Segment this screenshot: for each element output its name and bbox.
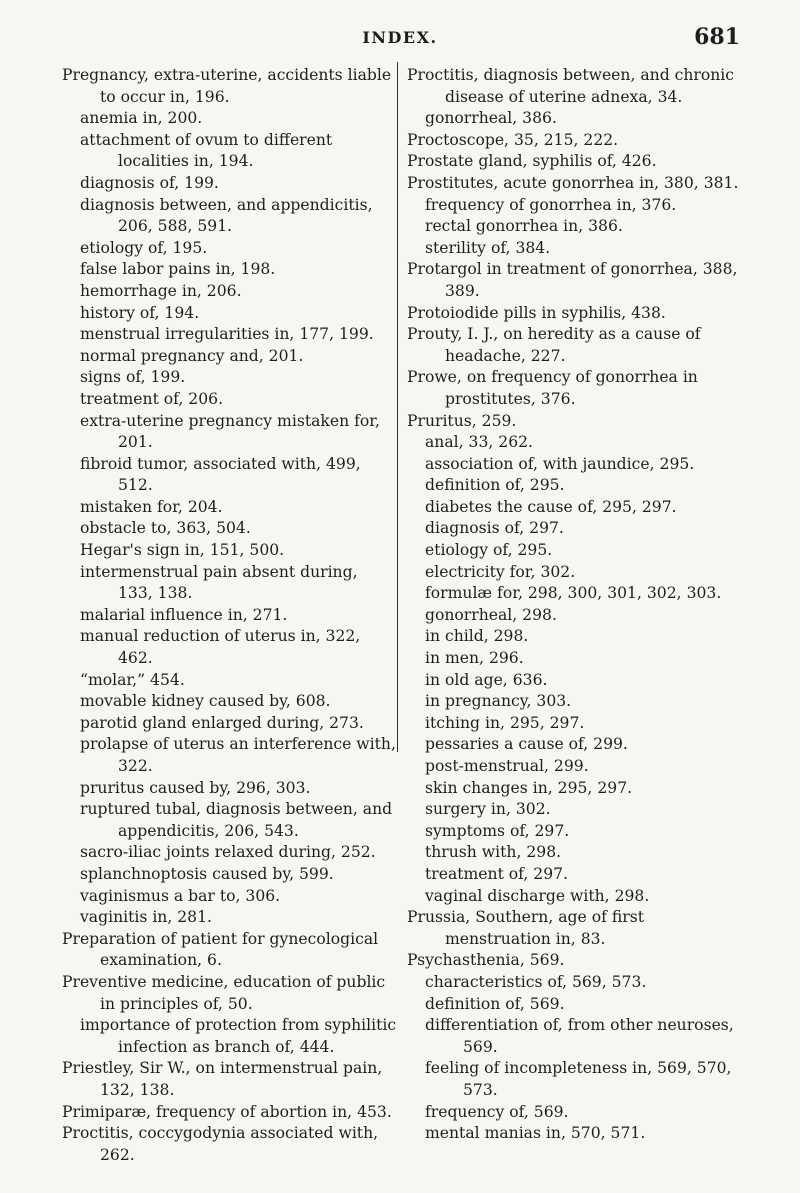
index-entry bbox=[407, 173, 747, 195]
index-subentry bbox=[62, 778, 397, 800]
index-subentry bbox=[407, 216, 747, 238]
index-subentry bbox=[62, 130, 397, 173]
entry-text: movable kidney caused by, 608. bbox=[80, 692, 331, 711]
index-subentry bbox=[407, 972, 747, 994]
index-subentry bbox=[407, 432, 747, 454]
entry-text: symptoms of, 297. bbox=[425, 821, 570, 840]
entry-text: Preparation of patient for gynecological examination, 6. bbox=[62, 929, 379, 970]
index-subentry bbox=[62, 108, 397, 130]
entry-text: ruptured tubal, diagnosis between, and appendicitis, 206, 543. bbox=[80, 800, 393, 840]
index-entry bbox=[62, 1058, 397, 1101]
index-subentry bbox=[62, 497, 397, 519]
index-subentry bbox=[407, 886, 747, 908]
entry-text: rectal gonorrhea in, 386. bbox=[425, 217, 623, 236]
index-subentry bbox=[62, 173, 397, 195]
entry-text: sterility of, 384. bbox=[425, 238, 551, 257]
entry-text: treatment of, 206. bbox=[80, 389, 224, 408]
index-subentry bbox=[407, 108, 747, 130]
index-subentry bbox=[62, 518, 397, 540]
index-subentry bbox=[407, 1102, 747, 1124]
index-subentry bbox=[407, 605, 747, 627]
entry-text: diabetes the cause of, 295, 297. bbox=[425, 497, 677, 516]
entry-text: itching in, 295, 297. bbox=[425, 713, 585, 732]
entry-text: Protargol in treatment of gonorrhea, 388, 389. bbox=[407, 260, 738, 300]
entry-text: treatment of, 297. bbox=[425, 864, 569, 883]
index-entry bbox=[407, 303, 747, 325]
entry-text: formulæ for, 298, 300, 301, 302, 303. bbox=[425, 584, 722, 603]
index-subentry bbox=[407, 670, 747, 692]
entry-text: importance of protection from syphilitic infection as branch of, 444. bbox=[80, 1016, 397, 1056]
index-subentry bbox=[407, 626, 747, 648]
index-entry bbox=[407, 259, 747, 302]
entry-text: parotid gland enlarged during, 273. bbox=[80, 713, 364, 732]
entry-text: mistaken for, 204. bbox=[80, 497, 223, 516]
index-subentry bbox=[62, 864, 397, 886]
entry-text: manual reduction of uterus in, 322, 462. bbox=[80, 627, 361, 668]
entry-text: Priestley, Sir W., on intermenstrual pain, 132, 138. bbox=[62, 1059, 383, 1099]
index-subentry bbox=[407, 821, 747, 843]
index-subentry bbox=[62, 1015, 397, 1058]
index-subentry bbox=[407, 583, 747, 605]
entry-text: in child, 298. bbox=[425, 627, 529, 646]
entry-text: hemorrhage in, 206. bbox=[80, 281, 242, 300]
index-subentry bbox=[62, 691, 397, 713]
index-subentry bbox=[407, 238, 747, 260]
page-number: 681 bbox=[694, 24, 740, 50]
entry-text: obstacle to, 363, 504. bbox=[80, 519, 251, 538]
entry-text: anal, 33, 262. bbox=[425, 433, 534, 452]
index-entry bbox=[407, 411, 747, 433]
index-entry bbox=[62, 929, 397, 972]
entry-text: definition of, 295. bbox=[425, 476, 565, 495]
entry-text: etiology of, 295. bbox=[425, 541, 553, 560]
entry-text: Prowe, on frequency of gonorrhea in prostitutes, 376. bbox=[407, 368, 698, 408]
entry-text: pessaries a cause of, 299. bbox=[425, 735, 628, 754]
entry-text: in men, 296. bbox=[425, 649, 524, 668]
entry-text: attachment of ovum to different localities in, 194. bbox=[80, 130, 333, 171]
entry-text: Hegar's sign in, 151, 500. bbox=[80, 541, 285, 560]
entry-text: Prostitutes, acute gonorrhea in, 380, 381. bbox=[407, 173, 739, 192]
entry-text: Prussia, Southern, age of first menstruation in, 83. bbox=[407, 908, 644, 948]
entry-text: characteristics of, 569, 573. bbox=[425, 972, 647, 991]
entry-text: prolapse of uterus an interference with, 322. bbox=[80, 735, 396, 775]
entry-text: menstrual irregularities in, 177, 199. bbox=[80, 325, 374, 344]
entry-text: gonorrheal, 298. bbox=[425, 605, 557, 624]
entry-text: pruritus caused by, 296, 303. bbox=[80, 778, 311, 797]
entry-text: Proctitis, coccygodynia associated with, 262. bbox=[62, 1124, 379, 1164]
index-column-right bbox=[407, 65, 747, 1145]
index-subentry bbox=[62, 346, 397, 368]
index-subentry bbox=[62, 734, 397, 777]
entry-text: etiology of, 195. bbox=[80, 238, 208, 257]
page-header bbox=[60, 24, 740, 54]
entry-text: signs of, 199. bbox=[80, 368, 186, 387]
index-entry bbox=[407, 324, 747, 367]
entry-text: Protoiodide pills in syphilis, 438. bbox=[407, 303, 666, 322]
running-title: INDEX. bbox=[362, 28, 438, 47]
entry-text: differentiation of, from other neuroses, 569. bbox=[425, 1016, 734, 1056]
entry-text: sacro-iliac joints relaxed during, 252. bbox=[80, 843, 376, 862]
index-subentry bbox=[62, 540, 397, 562]
entry-text: feeling of incompleteness in, 569, 570, 573. bbox=[425, 1059, 732, 1099]
index-subentry bbox=[407, 475, 747, 497]
entry-text: association of, with jaundice, 295. bbox=[425, 454, 695, 473]
entry-text: history of, 194. bbox=[80, 303, 200, 322]
entry-text: frequency of gonorrhea in, 376. bbox=[425, 195, 677, 214]
index-subentry bbox=[62, 842, 397, 864]
index-subentry bbox=[407, 864, 747, 886]
index-subentry bbox=[407, 994, 747, 1016]
index-subentry bbox=[407, 562, 747, 584]
index-entry bbox=[407, 367, 747, 410]
entry-text: vaginal discharge with, 298. bbox=[425, 886, 650, 905]
index-subentry bbox=[62, 799, 397, 842]
entry-text: Pregnancy, extra-uterine, accidents liable to occur in, 196. bbox=[62, 66, 392, 106]
index-subentry bbox=[407, 778, 747, 800]
entry-text: Pruritus, 259. bbox=[407, 411, 517, 430]
entry-text: diagnosis of, 297. bbox=[425, 519, 564, 538]
entry-text: mental manias in, 570, 571. bbox=[425, 1124, 646, 1143]
entry-text: Preventive medicine, education of public in principles of, 50. bbox=[62, 972, 386, 1013]
index-subentry bbox=[407, 497, 747, 519]
index-subentry bbox=[62, 886, 397, 908]
index-column-left bbox=[62, 65, 397, 1166]
entry-text: skin changes in, 295, 297. bbox=[425, 778, 633, 797]
index-entry bbox=[62, 65, 397, 108]
entry-text: vaginismus a bar to, 306. bbox=[80, 886, 281, 905]
entry-text: Prostate gland, syphilis of, 426. bbox=[407, 152, 657, 171]
index-subentry bbox=[62, 562, 397, 605]
index-subentry bbox=[62, 281, 397, 303]
index-entry bbox=[407, 65, 747, 108]
index-entry bbox=[407, 950, 747, 972]
index-subentry bbox=[407, 734, 747, 756]
entry-text: vaginitis in, 281. bbox=[80, 908, 212, 927]
entry-text: “molar,” 454. bbox=[80, 670, 185, 689]
index-subentry bbox=[407, 1058, 747, 1101]
index-subentry bbox=[62, 238, 397, 260]
index-subentry bbox=[62, 389, 397, 411]
index-subentry bbox=[407, 648, 747, 670]
index-subentry bbox=[62, 713, 397, 735]
index-subentry bbox=[62, 259, 397, 281]
index-subentry bbox=[62, 454, 397, 497]
entry-text: diagnosis of, 199. bbox=[80, 173, 219, 192]
entry-text: electricity for, 302. bbox=[425, 562, 576, 581]
index-subentry bbox=[407, 756, 747, 778]
index-subentry bbox=[407, 1015, 747, 1058]
entry-text: extra-uterine pregnancy mistaken for, 201. bbox=[80, 411, 380, 452]
index-entry bbox=[407, 130, 747, 152]
entry-text: Primiparæ, frequency of abortion in, 453. bbox=[62, 1102, 392, 1121]
entry-text: normal pregnancy and, 201. bbox=[80, 346, 304, 365]
entry-text: Proctoscope, 35, 215, 222. bbox=[407, 130, 619, 149]
index-subentry bbox=[62, 303, 397, 325]
entry-text: definition of, 569. bbox=[425, 994, 565, 1013]
entry-text: Prouty, I. J., on heredity as a cause of headache, 227. bbox=[407, 325, 701, 365]
index-subentry bbox=[407, 540, 747, 562]
index-subentry bbox=[407, 1123, 747, 1145]
index-subentry bbox=[407, 518, 747, 540]
index-subentry bbox=[62, 626, 397, 669]
entry-text: thrush with, 298. bbox=[425, 843, 562, 862]
column-divider bbox=[397, 62, 398, 752]
entry-text: intermenstrual pain absent during, 133, 138. bbox=[80, 562, 358, 603]
index-subentry bbox=[407, 691, 747, 713]
index-entry bbox=[407, 907, 747, 950]
index-entry bbox=[407, 151, 747, 173]
index-subentry bbox=[407, 195, 747, 217]
entry-text: in pregnancy, 303. bbox=[425, 692, 572, 711]
entry-text: false labor pains in, 198. bbox=[80, 260, 276, 279]
index-subentry bbox=[62, 195, 397, 238]
entry-text: post-menstrual, 299. bbox=[425, 757, 589, 775]
entry-text: frequency of, 569. bbox=[425, 1102, 569, 1121]
index-subentry bbox=[407, 799, 747, 821]
entry-text: gonorrheal, 386. bbox=[425, 109, 557, 128]
entry-text: Psychasthenia, 569. bbox=[407, 951, 565, 970]
entry-text: fibroid tumor, associated with, 499, 512. bbox=[80, 454, 361, 495]
index-subentry bbox=[62, 411, 397, 454]
index-subentry bbox=[62, 907, 397, 929]
entry-text: splanchnoptosis caused by, 599. bbox=[80, 864, 334, 883]
index-subentry bbox=[407, 454, 747, 476]
index-entry bbox=[62, 1123, 397, 1166]
entry-text: malarial influence in, 271. bbox=[80, 605, 288, 624]
entry-text: surgery in, 302. bbox=[425, 800, 551, 819]
index-subentry bbox=[62, 324, 397, 346]
entry-text: Proctitis, diagnosis between, and chronic disease of uterine adnexa, 34. bbox=[407, 66, 735, 106]
index-subentry bbox=[407, 713, 747, 735]
entry-text: in old age, 636. bbox=[425, 670, 548, 689]
index-subentry bbox=[62, 670, 397, 692]
entry-text: anemia in, 200. bbox=[80, 109, 203, 128]
entry-text: diagnosis between, and appendicitis, 206, 588, 591. bbox=[80, 195, 373, 236]
index-entry bbox=[62, 972, 397, 1015]
index-entry bbox=[62, 1102, 397, 1124]
index-subentry bbox=[407, 842, 747, 864]
index-subentry bbox=[62, 367, 397, 389]
index-subentry bbox=[62, 605, 397, 627]
